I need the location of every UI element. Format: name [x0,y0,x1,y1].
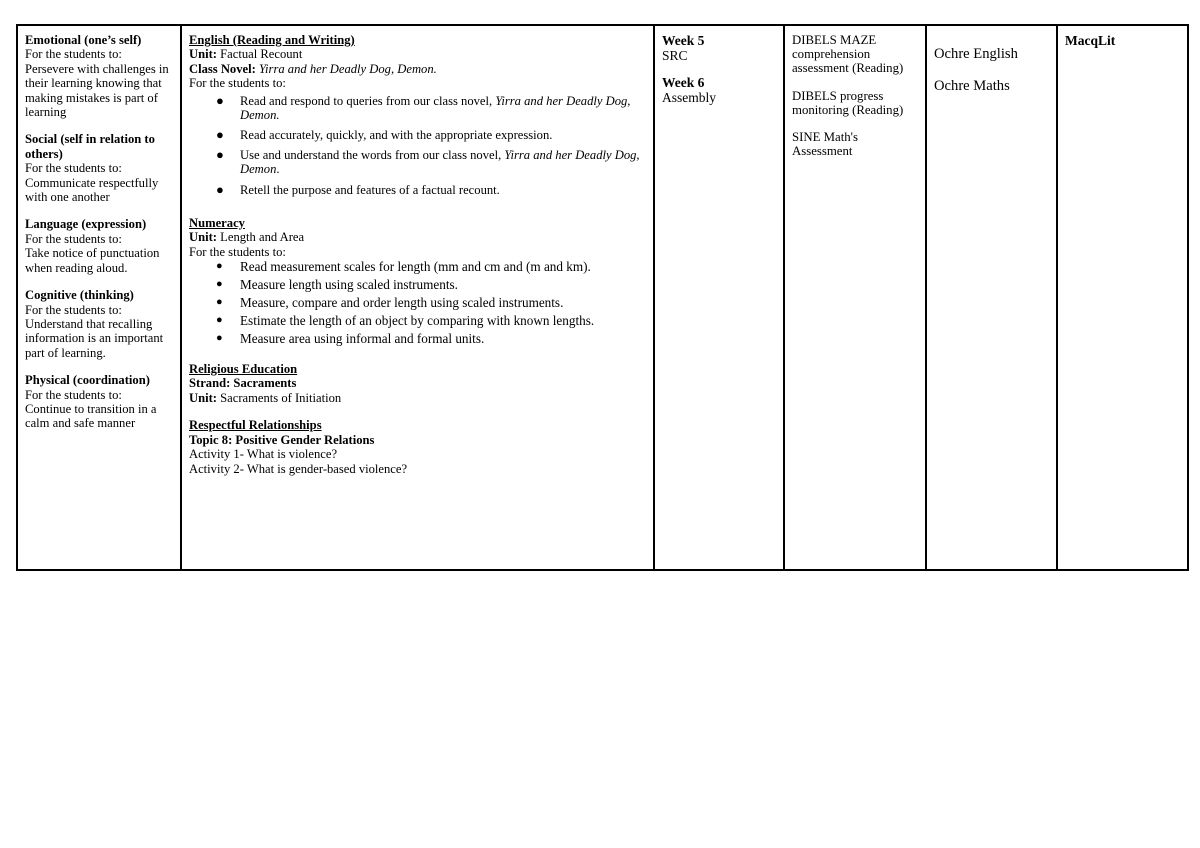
social-section [25,132,174,204]
section-intro: For the students to: [25,47,122,62]
list-item: ● Estimate the length of an object by comparing with known lengths. [216,313,595,329]
numeracy-heading: Numeracy [189,215,245,230]
relationships-topic: Topic 8: Positive Gender Relations [189,432,375,447]
emotional-section [25,33,174,119]
bullet-icon: ● [216,260,223,273]
section-intro: For the students to: [25,231,122,246]
bullet-icon: ● [216,296,223,309]
list-item: ● Measure, compare and order length using scaled instruments. [216,295,564,311]
language-section [25,217,174,275]
bullet-icon: ● [216,332,223,345]
religious-unit: Unit: Sacraments of Initiation [189,390,342,405]
numeracy-unit: Unit: Length and Area [189,230,305,245]
section-heading: Physical (coordination) [25,373,150,388]
section-body: Persevere with challenges in their learning knowing that making mistakes is part of learning [25,61,169,120]
religious-heading: Religious Education [189,362,298,377]
assessment-item: DIBELS MAZE comprehension assessment (Reading) [792,33,904,76]
section-intro: For the students to: [25,161,122,176]
week-label: Week 5 [662,33,705,48]
activity-2: Activity 2- What is gender-based violence? [189,461,408,476]
english-section [189,33,645,197]
section-heading: Cognitive (thinking) [25,288,134,303]
assessment-item: SINE Math's Assessment [792,130,858,159]
section-body: Continue to transition in a calm and safe manner [25,401,157,431]
english-novel: Class Novel: Yirra and her Deadly Dog, Demon. [189,61,437,76]
list-item: ● Measure area using informal and formal units. [216,331,485,347]
numeracy-outcomes-list [189,259,645,346]
week-event: SRC [662,48,688,63]
bullet-icon: ● [216,181,224,197]
english-unit: Unit: Factual Recount [189,47,303,62]
numeracy-section [189,216,645,346]
assessment-item: DIBELS progress monitoring (Reading) [792,88,904,117]
program-column [1058,26,1187,569]
group-item: Ochre Maths [934,78,1010,94]
list-item: ● Read measurement scales for length (mm and cm and (m and km). [216,259,591,275]
relationships-heading: Respectful Relationships [189,418,322,433]
religious-section [189,362,645,405]
religious-strand: Strand: Sacraments [189,376,297,391]
section-heading: Language (expression) [25,217,147,232]
group-item: Ochre English [934,46,1018,62]
bullet-icon: ● [216,147,224,163]
week-label: Week 6 [662,75,705,90]
english-heading: English (Reading and Writing) [189,33,355,47]
section-intro: For the students to: [25,302,122,317]
list-item: ● Retell the purpose and features of a factual recount. [216,181,500,197]
wellbeing-column [18,26,182,569]
activity-1: Activity 1- What is violence? [189,447,338,462]
bullet-icon: ● [216,278,223,291]
section-heading: Emotional (one’s self) [25,33,142,47]
week-event: Assembly [662,90,716,105]
bullet-icon: ● [216,127,224,143]
list-item: ● Measure length using scaled instruments. [216,277,458,293]
list-item: ● Read and respond to queries from our class novel, Yirra and her Deadly Dog, Demon. [216,92,631,122]
planning-table [16,24,1189,571]
section-intro: For the students to: [25,387,122,402]
section-body: Take notice of punctuation when reading aloud. [25,246,160,275]
physical-section [25,373,174,431]
section-body: Understand that recalling information is an important part of learning. [25,316,164,360]
groups-column [927,26,1058,569]
list-item: ● Use and understand the words from our class novel, Yirra and her Deadly Dog, Demon. [216,147,640,177]
program-name: MacqLit [1065,33,1116,48]
assessment-column [785,26,927,569]
section-body: Communicate respectfully with one another [25,175,159,205]
week-entry [662,75,777,105]
curriculum-column [182,26,655,569]
english-intro: For the students to: [189,76,286,91]
section-heading: Social (self in relation to others) [25,132,155,161]
relationships-section [189,418,645,476]
events-column [655,26,785,569]
bullet-icon: ● [216,314,223,327]
bullet-icon: ● [216,92,224,108]
english-outcomes-list [189,94,645,197]
week-entry [662,33,777,63]
list-item: ● Read accurately, quickly, and with the appropriate expression. [216,127,553,143]
numeracy-intro: For the students to: [189,244,286,259]
cognitive-section [25,288,174,360]
